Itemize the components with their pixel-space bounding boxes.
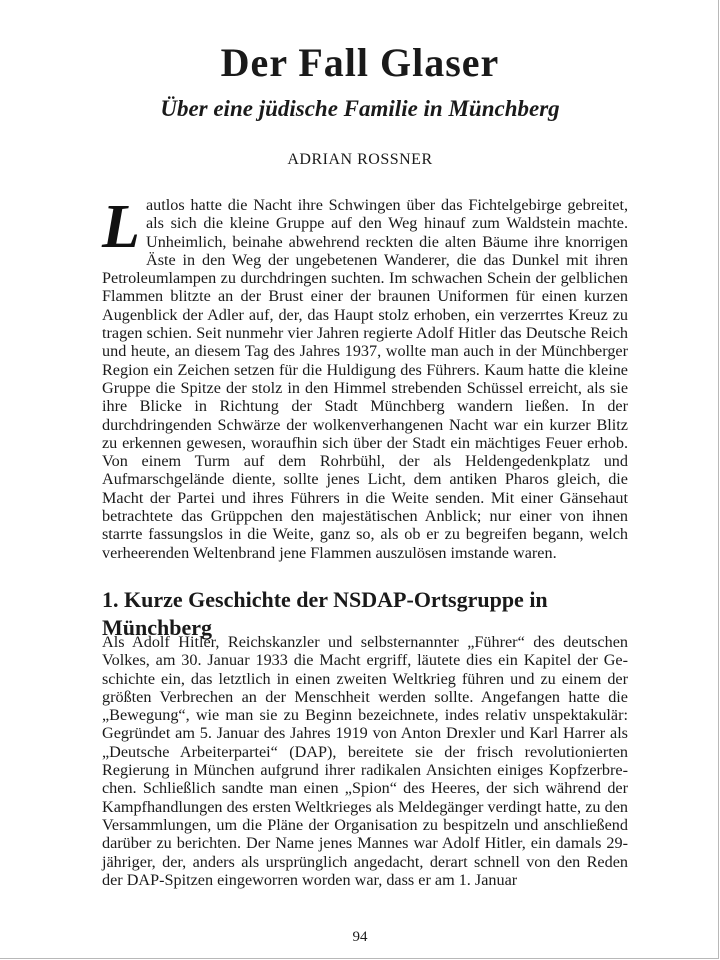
page-subtitle: Über eine jüdische Familie in Münchberg xyxy=(160,96,560,121)
author-name: ADRIAN ROSSNER xyxy=(287,151,433,168)
page-title: Der Fall Glaser xyxy=(220,40,500,85)
page-number: 94 xyxy=(352,929,368,945)
intro-text: autlos hatte die Nacht ihre Schwingen über das Fichtelgebirge gebreitet, als sich die kleine Gruppe auf den Weg hinauf zum Waldstein machte. Unheimlich, beinahe abwehrend reckten die alten Bäume ihre knorrigen Äste in den Weg der ungebetenen Wanderer, die das Dunkel mit ihren Petroleumlampen zu durchdringen suchten. Im schwachen Schein der gelblichen Flammen blitzte an der Brust einer der braunen Uniformen für einen kurzen Augenblick der Adler auf, der, das Haupt stolz erhoben, ein verzerrtes Kreuz zu tragen schien. Seit nunmehr vier Jahren regierte Adolf Hitler das Deutsche Reich und heute, an diesem Tag des Jahres 1937, wollte man auch in der Münchberger Region ein Zeichen setzen für die Huldigung des Führers. Kaum hatte die kleine Gruppe die Spitze der stolz in den Himmel strebenden Schüssel erreicht, als sie ihre Blicke in Richtung der Stadt Münchberg wandern ließen. In der durchdringenden Schwärze der wolkenverhangenen Nacht war ein kurzer Blitz zu erkennen gewesen, woraufhin sich über der Stadt ein mächtiges Feuer erhob. Von einem Turm auf dem Rohrbühl, der als Heldengedenkplatz und Aufmarschgelände diente, sollte jenes Licht, dem antiken Pharos gleich, die Macht der Partei und ihres Führers in die Weite senden. Mit einer Gänsehaut betrachtete das Grüppchen den majestätischen Anblick; nur einer von ihnen starrte fassungslos in die Weite, ganz so, als ob er zu begreifen begann, welch verheerenden Weltenbrand jene Flammen auszulösen imstande waren. xyxy=(102,196,628,562)
section-paragraph: Als Adolf Hitler, Reichskanzler und selbsternannter „Führer“ des deutschen Volkes, am 30. Januar 1933 die Macht ergriff, läutete dies ein Kapitel der Geschichte ein, das letztlich in einen zweiten Weltkrieg führen und zu einem der größten Verbrechen an der Menschheit werden sollte. Angefangen hatte die „Bewegung“, wie man sie zu Beginn bezeichnete, indes relativ unspektakulär: Gegründet am 5. Januar des Jahres 1919 von Anton Drexler und Karl Harrer als „Deutsche Arbeiterpartei“ (DAP), bereitete sie der frisch revolutionierten Regierung in München aufgrund ihrer radikalen Ansichten einiges Kopfzerbrechen. Schließlich sandte man einen „Spion“ des Heeres, der sich während der Kampfhandlungen des ersten Weltkrieges als Meldegänger verdingt hatte, zu den Versammlungen, um die Pläne der Organisation zu bespitzeln und anschließend darüber zu berichten. Der Name jenes Mannes war Adolf Hitler, ein damals 29-jähriger, der, anders als ursprünglich angedacht, derart schnell von den Reden der DAP-Spitzen eingeworren worden war, dass er am 1. Januar xyxy=(102,633,628,889)
drop-cap: L xyxy=(102,193,140,261)
intro-paragraph xyxy=(102,193,628,562)
section-heading: 1. Kurze Geschichte der NSDAP-Ortsgruppe in Münchberg xyxy=(102,587,548,640)
